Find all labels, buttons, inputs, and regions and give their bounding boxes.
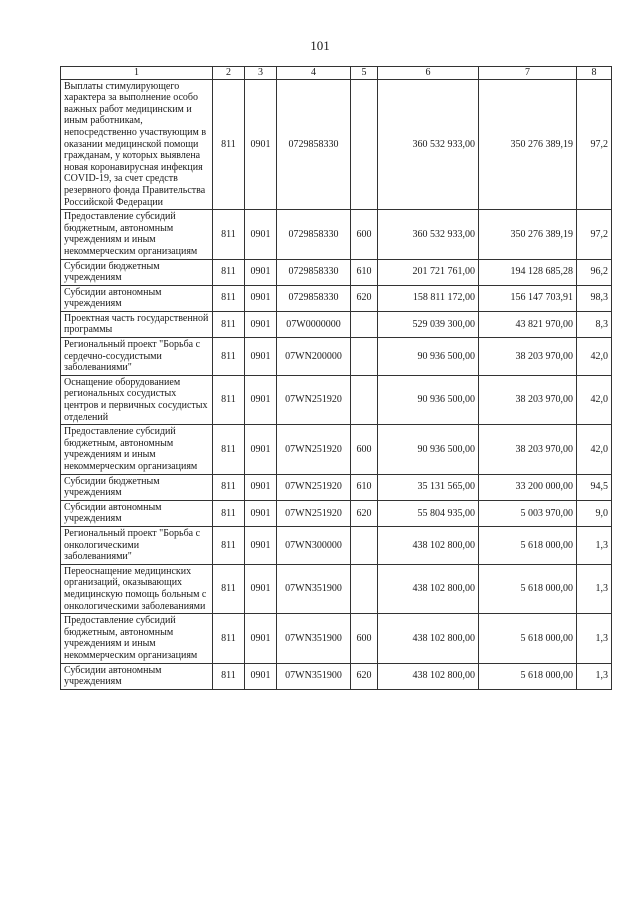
planned-amount: 55 804 935,00 xyxy=(378,500,479,526)
section-code: 0901 xyxy=(245,375,277,424)
planned-amount: 438 102 800,00 xyxy=(378,663,479,689)
section-code: 0901 xyxy=(245,526,277,564)
execution-percent: 42,0 xyxy=(577,375,612,424)
item-name: Предоставление субсидий бюджетным, автономным учреждениям и иным некоммерческим организациям xyxy=(61,614,213,663)
ministry-code: 811 xyxy=(213,474,245,500)
executed-amount: 5 618 000,00 xyxy=(479,614,577,663)
execution-percent: 8,3 xyxy=(577,311,612,337)
executed-amount: 156 147 703,91 xyxy=(479,285,577,311)
planned-amount: 90 936 500,00 xyxy=(378,425,479,474)
ministry-code: 811 xyxy=(213,311,245,337)
table-row xyxy=(61,375,612,424)
item-name: Региональный проект "Борьба с онкологическими заболеваниями" xyxy=(61,526,213,564)
planned-amount: 360 532 933,00 xyxy=(378,79,479,210)
ministry-code: 811 xyxy=(213,425,245,474)
executed-amount: 5 618 000,00 xyxy=(479,663,577,689)
target-code: 07WN351900 xyxy=(277,663,351,689)
section-code: 0901 xyxy=(245,259,277,285)
planned-amount: 529 039 300,00 xyxy=(378,311,479,337)
header-cell: 2 xyxy=(213,67,245,80)
execution-percent: 42,0 xyxy=(577,425,612,474)
ministry-code: 811 xyxy=(213,285,245,311)
planned-amount: 90 936 500,00 xyxy=(378,338,479,376)
expense-type xyxy=(351,526,378,564)
section-code: 0901 xyxy=(245,79,277,210)
header-cell: 7 xyxy=(479,67,577,80)
section-code: 0901 xyxy=(245,425,277,474)
target-code: 07WN300000 xyxy=(277,526,351,564)
executed-amount: 5 618 000,00 xyxy=(479,564,577,613)
item-name: Субсидии автономным учреждениям xyxy=(61,285,213,311)
ministry-code: 811 xyxy=(213,79,245,210)
target-code: 07WN251920 xyxy=(277,375,351,424)
target-code: 0729858330 xyxy=(277,259,351,285)
header-cell: 1 xyxy=(61,67,213,80)
planned-amount: 360 532 933,00 xyxy=(378,210,479,259)
item-name: Предоставление субсидий бюджетным, автономным учреждениям и иным некоммерческим организациям xyxy=(61,425,213,474)
executed-amount: 38 203 970,00 xyxy=(479,338,577,376)
expense-type: 600 xyxy=(351,210,378,259)
planned-amount: 90 936 500,00 xyxy=(378,375,479,424)
budget-table xyxy=(60,66,612,690)
section-code: 0901 xyxy=(245,474,277,500)
section-code: 0901 xyxy=(245,311,277,337)
expense-type xyxy=(351,375,378,424)
header-cell: 3 xyxy=(245,67,277,80)
executed-amount: 5 003 970,00 xyxy=(479,500,577,526)
expense-type xyxy=(351,338,378,376)
execution-percent: 1,3 xyxy=(577,526,612,564)
target-code: 07WN251920 xyxy=(277,425,351,474)
execution-percent: 1,3 xyxy=(577,564,612,613)
execution-percent: 42,0 xyxy=(577,338,612,376)
header-cell: 5 xyxy=(351,67,378,80)
section-code: 0901 xyxy=(245,285,277,311)
ministry-code: 811 xyxy=(213,663,245,689)
item-name: Предоставление субсидий бюджетным, автономным учреждениям и иным некоммерческим организациям xyxy=(61,210,213,259)
table-row xyxy=(61,79,612,210)
header-cell: 8 xyxy=(577,67,612,80)
table-row xyxy=(61,564,612,613)
executed-amount: 43 821 970,00 xyxy=(479,311,577,337)
target-code: 07WN351900 xyxy=(277,614,351,663)
target-code: 07WN251920 xyxy=(277,474,351,500)
expense-type: 600 xyxy=(351,425,378,474)
executed-amount: 194 128 685,28 xyxy=(479,259,577,285)
table-row xyxy=(61,526,612,564)
table-row xyxy=(61,285,612,311)
execution-percent: 96,2 xyxy=(577,259,612,285)
ministry-code: 811 xyxy=(213,210,245,259)
ministry-code: 811 xyxy=(213,259,245,285)
target-code: 07W0000000 xyxy=(277,311,351,337)
expense-type xyxy=(351,564,378,613)
execution-percent: 94,5 xyxy=(577,474,612,500)
executed-amount: 38 203 970,00 xyxy=(479,375,577,424)
item-name: Выплаты стимулирующего характера за выполнение особо важных работ медицинским и иным работникам, непосредственно участвующим в оказании медицинской помощи гражданам, у которых выявлена новая коронавирусная инфекция COVID-19, за счет средств резервного фонда Правительства Российской Федерации xyxy=(61,79,213,210)
executed-amount: 350 276 389,19 xyxy=(479,79,577,210)
execution-percent: 1,3 xyxy=(577,663,612,689)
executed-amount: 38 203 970,00 xyxy=(479,425,577,474)
target-code: 0729858330 xyxy=(277,210,351,259)
executed-amount: 5 618 000,00 xyxy=(479,526,577,564)
table-row xyxy=(61,311,612,337)
table-row xyxy=(61,210,612,259)
expense-type: 610 xyxy=(351,259,378,285)
item-name: Субсидии бюджетным учреждениям xyxy=(61,259,213,285)
planned-amount: 438 102 800,00 xyxy=(378,564,479,613)
item-name: Проектная часть государственной программы xyxy=(61,311,213,337)
planned-amount: 201 721 761,00 xyxy=(378,259,479,285)
table-row xyxy=(61,500,612,526)
expense-type: 620 xyxy=(351,285,378,311)
execution-percent: 9,0 xyxy=(577,500,612,526)
target-code: 07WN251920 xyxy=(277,500,351,526)
execution-percent: 97,2 xyxy=(577,79,612,210)
execution-percent: 1,3 xyxy=(577,614,612,663)
executed-amount: 350 276 389,19 xyxy=(479,210,577,259)
item-name: Оснащение оборудованием региональных сосудистых центров и первичных сосудистых отделений xyxy=(61,375,213,424)
header-cell: 6 xyxy=(378,67,479,80)
planned-amount: 158 811 172,00 xyxy=(378,285,479,311)
table-row xyxy=(61,425,612,474)
table-row xyxy=(61,474,612,500)
target-code: 07WN351900 xyxy=(277,564,351,613)
item-name: Региональный проект "Борьба с сердечно-сосудистыми заболеваниями" xyxy=(61,338,213,376)
expense-type: 600 xyxy=(351,614,378,663)
section-code: 0901 xyxy=(245,500,277,526)
table-row xyxy=(61,663,612,689)
table-row xyxy=(61,259,612,285)
target-code: 07WN200000 xyxy=(277,338,351,376)
section-code: 0901 xyxy=(245,663,277,689)
expense-type: 610 xyxy=(351,474,378,500)
expense-type: 620 xyxy=(351,663,378,689)
expense-type xyxy=(351,79,378,210)
target-code: 0729858330 xyxy=(277,285,351,311)
execution-percent: 97,2 xyxy=(577,210,612,259)
item-name: Субсидии бюджетным учреждениям xyxy=(61,474,213,500)
expense-type xyxy=(351,311,378,337)
section-code: 0901 xyxy=(245,614,277,663)
ministry-code: 811 xyxy=(213,614,245,663)
executed-amount: 33 200 000,00 xyxy=(479,474,577,500)
section-code: 0901 xyxy=(245,338,277,376)
ministry-code: 811 xyxy=(213,526,245,564)
table-header-row xyxy=(61,67,612,80)
ministry-code: 811 xyxy=(213,564,245,613)
item-name: Субсидии автономным учреждениям xyxy=(61,500,213,526)
target-code: 0729858330 xyxy=(277,79,351,210)
section-code: 0901 xyxy=(245,210,277,259)
planned-amount: 438 102 800,00 xyxy=(378,614,479,663)
ministry-code: 811 xyxy=(213,338,245,376)
table-row xyxy=(61,614,612,663)
ministry-code: 811 xyxy=(213,500,245,526)
execution-percent: 98,3 xyxy=(577,285,612,311)
item-name: Переоснащение медицинских организаций, оказывающих медицинскую помощь больным с онкологическими заболеваниями xyxy=(61,564,213,613)
section-code: 0901 xyxy=(245,564,277,613)
expense-type: 620 xyxy=(351,500,378,526)
table-row xyxy=(61,338,612,376)
planned-amount: 35 131 565,00 xyxy=(378,474,479,500)
page-number: 101 xyxy=(310,38,330,53)
planned-amount: 438 102 800,00 xyxy=(378,526,479,564)
ministry-code: 811 xyxy=(213,375,245,424)
item-name: Субсидии автономным учреждениям xyxy=(61,663,213,689)
header-cell: 4 xyxy=(277,67,351,80)
